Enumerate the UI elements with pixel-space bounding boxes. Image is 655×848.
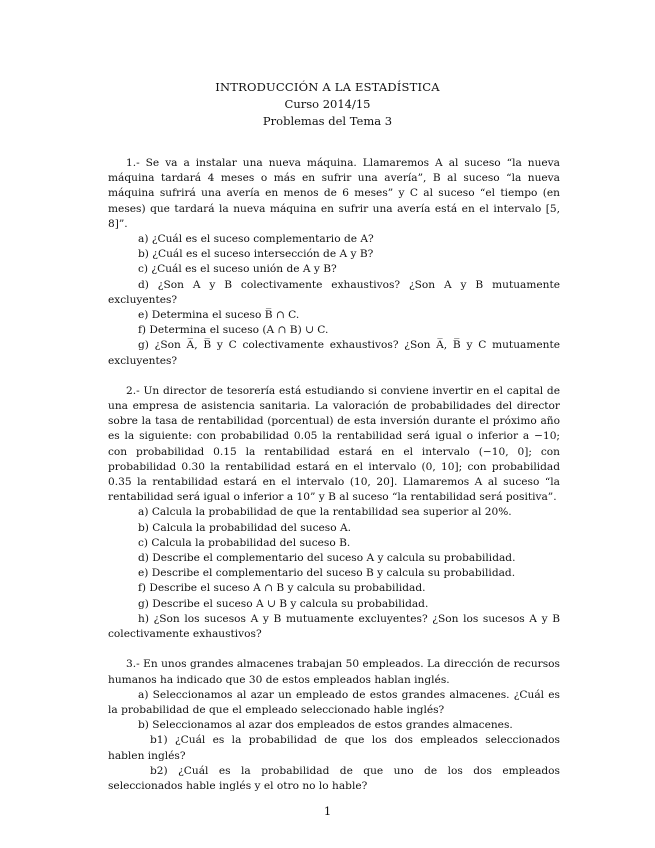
page-number: 1 — [323, 804, 332, 818]
problem-3-item-b1: b1) ¿Cuál es la probabilidad de que los dos empleados seleccionados hablen inglés? — [108, 734, 560, 762]
problem-2-item-d: d) Describe el complementario del suceso A y calcula su probabilidad. — [138, 552, 516, 565]
document-subtitle: Problemas del Tema 3 — [262, 114, 393, 128]
problem-2-item-b: b) Calcula la probabilidad del suceso A. — [138, 521, 351, 534]
problem-2-item-a: a) Calcula la probabilidad de que la rentabilidad sea superior al 20%. — [138, 506, 512, 519]
problem-2-item-g: g) Describe el suceso A ∪ B y calcula su probabilidad. — [138, 597, 429, 610]
problem-1-item-e: e) Determina el suceso B̅ ∩ C. — [138, 309, 300, 322]
document-title: INTRODUCCIÓN A LA ESTADÍSTICA — [215, 80, 440, 94]
problem-2-statement: 2.- Un director de tesorería está estudiando si conviene invertir en el capital de una empresa de asistencia sanitaria. La valoración de probabilidades del director sobre la tasa de rentabilidad (porcentual) de esta inversión durante el próximo año es la siguiente: con probabilidad 0.05 la rentabilidad será igual o inferior a −10; con probabilidad 0.15 la rentabilidad estará en el intervalo (−10, 0]; con probabilidad 0.30 la rentabilidad estará en el intervalo (0, 10]; con probabilidad 0.35 la rentabilidad estará en el intervalo (10, 20]. Llamaremos A al suceso “la rentabilidad será igual o inferior a 10” y B al suceso “la rentabilidad será positiva”. — [108, 384, 560, 504]
problem-1-item-g: g) ¿Son A̅, B̅ y C colectivamente exhaustivos? ¿Son A̅, B̅ y C mutuamente excluyentes? — [108, 339, 560, 367]
course-year: Curso 2014/15 — [284, 97, 371, 111]
problem-1-statement: 1.- Se va a instalar una nueva máquina. Llamaremos A al suceso “la nueva máquina tardará 4 meses o más en sufrir una avería”, B al suceso “la nueva máquina sufrirá una avería en menos de 6 meses” y C al suceso “el tiempo (en meses) que tardará la nueva máquina en sufrir una avería está en el intervalo [5, 8]”. — [108, 157, 560, 230]
problem-1-item-c: c) ¿Cuál es el suceso unión de A y B? — [138, 263, 337, 276]
problem-2-item-e: e) Describe el complementario del suceso B y calcula su probabilidad. — [138, 567, 516, 580]
problems-body — [108, 156, 560, 794]
problem-1-item-d: d) ¿Son A y B colectivamente exhaustivos? ¿Son A y B mutuamente excluyentes? — [108, 278, 560, 306]
problem-3-item-b2: b2) ¿Cuál es la probabilidad de que uno de los dos empleados seleccionados hable inglés y el otro no lo hable? — [108, 764, 560, 792]
problem-2-item-c: c) Calcula la probabilidad del suceso B. — [138, 536, 351, 549]
problem-1-item-b: b) ¿Cuál es el suceso intersección de A y B? — [138, 248, 374, 261]
problem-2-item-f: f) Describe el suceso A ∩ B y calcula su probabilidad. — [138, 582, 426, 595]
spacer — [108, 642, 560, 657]
spacer — [108, 369, 560, 384]
problem-3-item-b: b) Seleccionamos al azar dos empleados de estos grandes almacenes. — [138, 719, 513, 732]
problem-2-item-h: h) ¿Son los sucesos A y B mutuamente excluyentes? ¿Son los sucesos A y B colectivamente exhaustivos? — [108, 612, 560, 641]
problem-1-item-a: a) ¿Cuál es el suceso complementario de A? — [138, 233, 374, 246]
problem-1-item-f: f) Determina el suceso (A ∩ B) ∪ C. — [138, 324, 329, 337]
problem-3-item-a: a) Seleccionamos al azar un empleado de estos grandes almacenes. ¿Cuál es la probabilidad de que el empleado seleccionado hable inglés? — [108, 688, 560, 716]
document-header — [0, 79, 655, 130]
problem-3-statement: 3.- En unos grandes almacenes trabajan 50 empleados. La dirección de recursos humanos ha indicado que 30 de estos empleados hablan inglés. — [108, 658, 560, 686]
